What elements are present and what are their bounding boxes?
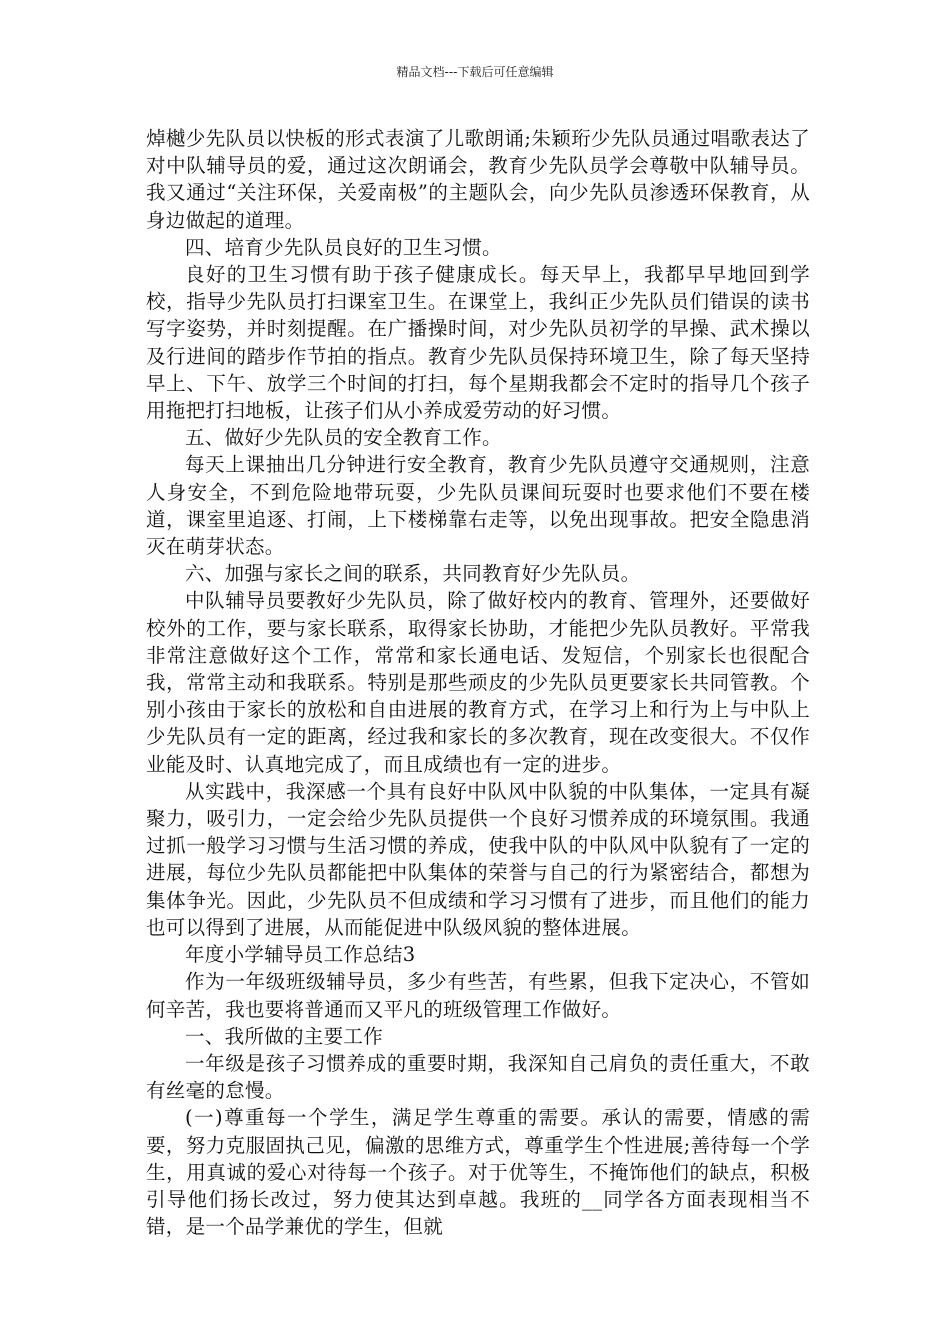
paragraph: 从实践中，我深感一个具有良好中队风中队貌的中队集体，一定具有凝聚力，吸引力，一定会给少先队员提供一个良好习惯养成的环境氛围。我通过抓一般学习习惯与生活习惯的养成，使我中队的中队风中队貌有了一定的进展，每位少先队员都能把中队集体的荣誉与自己的行为紧密结合，都想为集体争光。因此，少先队员不但成绩和学习习惯有了进步，而且他们的能力也可以得到了进展，从而能促进中队级风貌的整体进展。	[146, 779, 810, 939]
paragraph: 作为一年级班级辅导员，多少有些苦，有些累，但我下定决心，不管如何辛苦，我也要将普通而又平凡的班级管理工作做好。	[146, 970, 810, 1021]
paragraph: 一年级是孩子习惯养成的重要时期，我深知自己肩负的责任重大，不敢有丝毫的怠慢。	[146, 1051, 810, 1103]
paragraph: 焯樾少先队员以快板的形式表演了儿歌朗诵;朱颖珩少先队员通过唱歌表达了对中队辅导员的爱，通过这次朗诵会，教育少先队员学会尊敬中队辅导员。我又通过“关注环保，关爱南极”的主题队会，向少先队员渗透环保教育，从身边做起的道理。	[146, 127, 810, 232]
paragraph: 中队辅导员要教好少先队员，除了做好校内的教育、管理外，还要做好校外的工作，要与家长联系，取得家长协助，才能把少先队员教好。平常我非常注意做好这个工作，常常和家长通电话、发短信，个别家长也很配合我，常常主动和我联系。特别是那些顽皮的少先队员更要家长共同管教。个别小孩由于家长的放松和自由进展的教育方式，在学习上和行为上与中队上少先队员有一定的距离，经过我和家长的多次教育，现在改变很大。不仅作业能及时、认真地完成了，而且成绩也有一定的进步。	[146, 589, 810, 776]
section-heading-6: 六、加强与家长之间的联系，共同教育好少先队员。	[185, 562, 641, 586]
paragraph: (一)尊重每一个学生，满足学生尊重的需要。承认的需要，情感的需要，努力克服固执己见，偏激的思维方式，尊重学生个性进展;善待每一个学生，用真诚的爱心对待每一个孩子。对于优等生，不掩饰他们的缺点，积极引导他们扬长改过，努力使其达到卓越。我班的__同学各方面表现相当不错，是一个品学兼优的学生，但就	[146, 1106, 810, 1239]
section-heading-4: 四、培育少先队员良好的卫生习惯。	[185, 235, 502, 259]
paragraph: 每天上课抽出几分钟进行安全教育，教育少先队员遵守交通规则，注意人身安全，不到危险地带玩耍，少先队员课间玩耍时也要求他们不要在楼道，课室里追逐、打闹，上下楼梯靠右走等，以免出现事故。把安全隐患消灭在萌芽状态。	[146, 453, 810, 559]
page-header: 精品文档---下载后可任意编辑	[396, 65, 554, 79]
document-body	[146, 125, 810, 1240]
section-heading-1: 一、我所做的主要工作	[185, 1024, 384, 1048]
paragraph: 良好的卫生习惯有助于孩子健康成长。每天早上，我都早早地回到学校，指导少先队员打扫课室卫生。在课堂上，我纠正少先队员们错误的读书写字姿势，并时刻提醒。在广播操时间，对少先队员初学的早操、武术操以及行进间的踏步作节拍的指点。教育少先队员保持环境卫生，除了每天坚持早上、下午、放学三个时间的打扫，每个星期我都会不定时的指导几个孩子用拖把打扫地板，让孩子们从小养成爱劳动的好习惯。	[146, 263, 810, 423]
document-subtitle: 年度小学辅导员工作总结3	[185, 943, 416, 967]
section-heading-5: 五、做好少先队员的安全教育工作。	[185, 426, 502, 450]
